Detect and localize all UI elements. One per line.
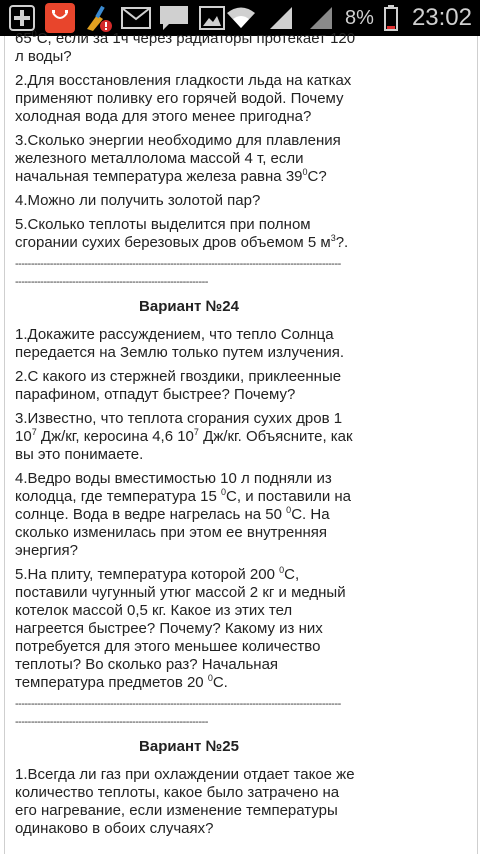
plus-icon [6,4,38,32]
mail-icon [120,4,152,32]
gallery-icon [196,4,228,32]
notification-icons [6,4,228,32]
v25-question-1: 1.Всегда ли газ при охлаждении отдает такое же количество теплоты, какое было затрачено на его нагревание, если изменение температуры одинаково в обоих случаях? [15,766,355,837]
separator-line: ------------------------------------------------------------------------------------------------------- [15,258,341,270]
separator-line: ------------------------------------------------------------------------------------------------------- [15,698,341,710]
document-viewer[interactable] [0,29,480,854]
separator-line: ------------------------------------------------------------- [15,276,208,288]
signal-icon [305,4,337,32]
question-3: 3.Сколько энергии необходимо для плавления железного металлолома массой 4 т, если начальная температура железа равна $39^0С$? [15,132,341,185]
variant-24-heading: Вариант №24 [139,298,239,315]
battery-percent: 8% [345,6,374,29]
v24-question-2: 2.С какого из стержней гвоздики, приклеенные парафином, отпадут быстрее? Почему? [15,368,342,403]
question-continuation: $65^0С$, если за 1ч через радиаторы протекает 120 л воды? [15,29,356,65]
v24-question-1: 1.Докажите рассуждением, что тепло Солнца передается на Землю только путем излучения. [15,326,345,361]
v24-question-3: 3.Известно, что теплота сгорания сухих дров 1 $10^7$ Дж/кг, керосина 4,6 $10^7$ Дж/кг. Объясните, как вы это понимаете. [15,410,353,463]
document-page [4,29,478,854]
wifi-icon [225,4,257,32]
clock: 23:02 [411,4,472,31]
document-text [15,30,363,844]
variant-25-heading: Вариант №25 [139,738,239,755]
separator-line: ------------------------------------------------------------- [15,716,208,728]
signal-icon [265,4,297,32]
v24-question-5: 5.На плиту, температура которой 200 $^0$С, поставили чугунный утюг массой 2 кг и медный котелок массой 0,5 кг. Какое из этих тел нагреется быстрее? Почему? Какому из них потребуется для этого меньшее количество теплоты? Во сколько раз? Начальная температура предметов 20 $^0$С. [15,565,346,691]
question-2: 2.Для восстановления гладкости льда на катках применяют поливку его горячей водой. Почему холодная вода для этого менее пригодна? [15,72,352,125]
battery-icon [382,4,400,32]
cleaner-app-icon [82,4,114,32]
question-4: 4.Можно ли получить золотой пар? [15,192,261,209]
aliexpress-app-icon [44,4,76,32]
question-5: 5.Сколько теплоты выделится при полном сгорании сухих березовых дров объемом 5 $м^3$?. [15,216,349,251]
v24-question-4: 4.Ведро воды вместимостью 10 л подняли из колодца, где температура 15 $^0$С, и поставили на солнце. Вода в ведре нагрелась на 50 $^0$С. На сколько изменилась при этом ее внутренняя энергия? [15,470,352,559]
message-icon [158,4,190,32]
